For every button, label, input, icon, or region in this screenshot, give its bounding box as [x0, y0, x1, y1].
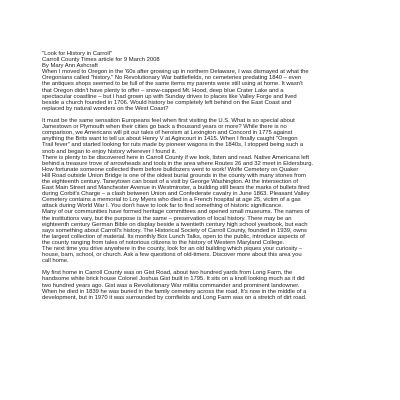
- text-line: Jamestown or Plymouth when their cities go back a thousand years or more? While there is no: [42, 124, 287, 131]
- text-line: How fortunate someone collected them before bulldozers went to work! Wolfe Cemetery on Quaker: [42, 166, 299, 173]
- text-line: Cemetery contains a memorial to Loy Myers who died in a French hospital at age 25, victim of a gas: [42, 197, 301, 204]
- text-line: attack during World War I. You don't have to look far to find something of historic significance.: [42, 203, 283, 210]
- text-line: When he died in 1839 he was buried in the family cemetery across the road. It's now in the middle of a: [42, 288, 307, 295]
- text-line: It must be the same sensation Europeans feel when first visiting the U.S. What is so special about: [42, 118, 295, 125]
- text-line: anything the Brits want to tell us about Henry V at Agincourt in 1415. When I finally caught "Oregon: [42, 136, 298, 143]
- text-line: eighteenth century German Bible on display beside a twentieth century high school yearbook, but each: [42, 221, 308, 228]
- text-line: house, barn, school, or church. Ask a few questions of old-timers. Discover more about this area you: [42, 252, 302, 259]
- text-line: during Corbit's Charge – a clash between Union and Confederate cavalry in June 1863. Pleasant Valley: [42, 191, 310, 198]
- paragraph-1: [42, 69, 370, 112]
- text-line: handsome white brick house Colonel Joshua Gist built in 1795. It sits on a knoll looking much as it did: [42, 276, 305, 283]
- text-line: beside a church founded in 1706. Would history be completely left behind on the East Coast and: [42, 99, 292, 106]
- text-line: Hill Road outside Union Bridge is one of the oldest burial grounds in the county with many stones from: [42, 172, 306, 179]
- text-line: development, but in 1970 it was surrounded by cornfields and Long Farm was on a stretch of dirt road.: [42, 294, 307, 301]
- text-line: Oregonians called "history." No Revolutionary War battlefields, no cemeteries predating 1840 – even: [42, 75, 302, 82]
- text-line: the largest collection of material. Its monthly Box Lunch Talks, open to the public, introduce aspects of: [42, 233, 305, 240]
- text-line: the antiques shops seemed to be full of the same items my parents were still using at home. It wasn't: [42, 81, 303, 88]
- article-body: [42, 51, 370, 301]
- text-line: When I moved to Oregon in the '60s after growing up in northern Delaware, I was dismayed at what the: [42, 69, 309, 76]
- byline: By Mary Ann Ashcraft: [42, 63, 98, 70]
- paragraph-3: [42, 270, 370, 300]
- publication-line: Carroll County Times article for 9 March 2008: [42, 57, 160, 64]
- text-line: East Main Street and Manchester Avenue in Westminster, a building still bears the marks of bullets fired: [42, 185, 310, 192]
- paragraph-2: [42, 118, 370, 264]
- text-line: My first home in Carroll County was on Gist Road, about two hundred yards from Long Farm, the: [42, 270, 293, 277]
- article-title: "Look for History in Carroll": [42, 51, 113, 57]
- text-line: that Oregon didn't have plenty to offer – snow-capped Mt. Hood, deep blue Crater Lake and a: [42, 87, 284, 94]
- text-line: replaced by natural wonders on the West Coast?: [42, 105, 169, 112]
- text-line: says something about Carroll's history. The Historical Society of Carroll County, founded in 1939, owns: [42, 227, 307, 234]
- text-line: the county ranging from tales of notorious citizens to the history of Western Maryland College.: [42, 239, 285, 246]
- text-line: spectacular coastline – but I had grown up with Sunday drives to places like Valley Forge and lived: [42, 93, 297, 100]
- text-line: Many of our communities have formed heritage committees and opened small museums. The names of: [42, 209, 310, 216]
- text-line: The next time you drive anywhere in the county, look for an old building which piques your curiosity –: [42, 246, 303, 252]
- text-line: the institutions vary, but the purpose is the same – preservation of local history. There may be an: [42, 215, 292, 222]
- text-line: There is plenty to be discovered here in Carroll County if we look, listen and read. Native Americans left: [42, 154, 310, 161]
- text-line: Trail fever" and started looking for ruts made by pioneer wagons in the 1840s, I stopped being such a: [42, 142, 304, 149]
- text-line: two hundred years ago. Gist was a Revolutionary War militia commander and prominent landowner.: [42, 282, 300, 289]
- text-line: the eighteenth century. Taneytown can boast of a visit by George Washington. At the intersection of: [42, 178, 298, 185]
- text-line: snob and began to enjoy history wherever I found it.: [42, 148, 177, 155]
- text-line: behind a treasure trove of arrowheads and tools in the area where Routes 26 and 32 meet in Eldersburg.: [42, 160, 314, 167]
- text-line: call home.: [42, 258, 69, 265]
- text-line: comparison, we Americans will pit our tales of heroism at Lexington and Concord in 1775 against: [42, 130, 293, 137]
